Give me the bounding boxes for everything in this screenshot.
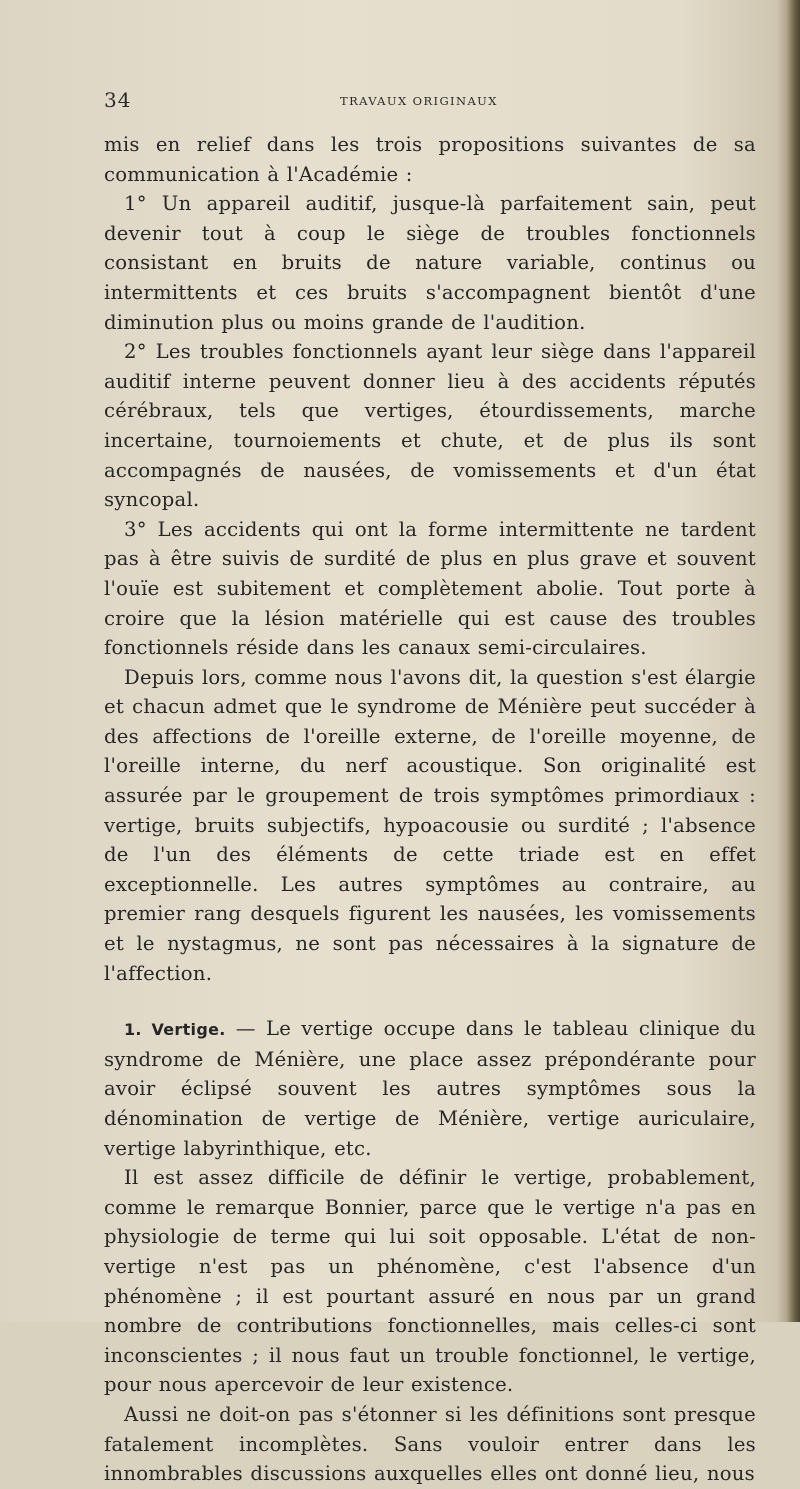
paragraph-vertige-section — [104, 1014, 756, 1163]
body-text — [104, 130, 756, 1489]
page-edge-shadow — [786, 0, 800, 1322]
paragraph-proposition-1: 1° Un appareil auditif, jusque-là parfaitement sain, peut devenir tout à coup le siège de troubles fonctionnels consistant en bruits de nature variable, continus ou intermittents et ces bruits s'accompagnent bientôt d'une diminution plus ou moins grande de l'audition. — [104, 192, 756, 334]
paragraph-definition: Il est assez difficile de définir le vertige, probablement, comme le remarque Bonnier, parce que le vertige n'a pas en physiologie de terme qui lui soit opposable. L'état de non-vertige n'est pas un phénomène, c'est l'absence d'un phénomène ; il est pourtant assuré en nous par un grand nombre de contributions fonctionnelles, mais celles-ci sont inconscientes ; il nous faut un trouble fonctionnel, le vertige, pour nous apercevoir de leur existence. — [104, 1166, 756, 1397]
paragraph-proposition-2: 2° Les troubles fonctionnels ayant leur siège dans l'appareil auditif interne peuvent donner lieu à des accidents réputés cérébraux, tels que vertiges, étourdissements, marche incertaine, tournoiements et chute, et de plus ils sont accompagnés de nausées, de vomissements et d'un état syncopal. — [104, 340, 756, 512]
paragraph-intro: mis en relief dans les trois propositions suivantes de sa communication à l'Académie : — [104, 133, 756, 186]
section-text-vertige: — Le vertige occupe dans le tableau clinique du syndrome de Ménière, une place assez prépondérante pour avoir éclipsé souvent les autres symptômes sous la dénomination de vertige de Ménière, vertige auriculaire, vertige labyrinthique, etc. — [104, 1017, 756, 1160]
paragraph-aussi: Aussi ne doit-on pas s'étonner si les définitions sont presque fatalement incomplètes. Sans vouloir entrer dans les innombrables discussions auxquelles elles ont donné lieu, nous — [104, 1402, 756, 1486]
section-title-vertige: 1. Vertige. — [124, 1020, 226, 1040]
paragraph-depuis-lors: Depuis lors, comme nous l'avons dit, la question s'est élargie et chacun admet que le syndrome de Ménière peut succéder à des affections de l'oreille externe, de l'oreille moyenne, de l'oreille interne, du nerf acoustique. Son originalité est assurée par le groupement de trois symptômes primordiaux : vertige, bruits subjectifs, hypoacousie ou surdité ; l'absence de l'un des éléments de cette triade est en effet exceptionnelle. Les autres symptômes au contraire, au premier rang desquels figurent les nausées, les vomissements et le nystagmus, ne sont pas nécessaires à la signature de l'affection. — [104, 665, 756, 985]
paragraph-proposition-3: 3° Les accidents qui ont la forme intermittente ne tardent pas à être suivis de surdité de plus en plus grave et souvent l'ouïe est subitement et complètement abolie. Tout porte à croire que la lésion matérielle qui est cause des troubles fonctionnels réside dans les canaux semi-circulaires. — [104, 517, 756, 660]
page-number: 34 — [104, 88, 132, 112]
running-head: TRAVAUX ORIGINAUX — [340, 94, 498, 108]
page-header — [104, 88, 754, 128]
